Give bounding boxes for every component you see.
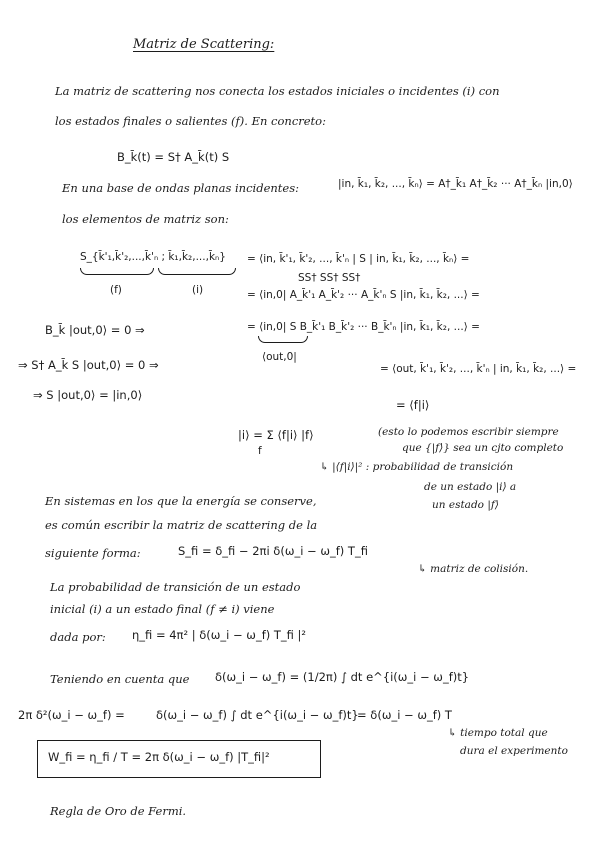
matrix-rhs-4: = ⟨out, k̄'₁, k̄'₂, ..., k̄'ₙ | in, k̄₁, k̄₂, ...⟩ =: [380, 363, 577, 375]
matrix-rhs-3: = ⟨in,0| S B_k̄'₁ B_k̄'₂ ··· B_k̄'ₙ |in, k̄₁, k̄₂, ...⟩ =: [247, 321, 480, 333]
matrix-rhs-2: = ⟨in,0| A_k̄'₁ A_k̄'₂ ··· A_k̄'ₙ S |in, k̄₁, k̄₂, ...⟩ =: [247, 289, 480, 301]
completeness-equation: |i⟩ = Σ ⟨f|i⟩ |f⟩: [238, 428, 314, 442]
matrix-superscripts: SS† SS† SS†: [298, 272, 361, 284]
intro-line-2: los estados finales o salientes (f). En concreto:: [55, 114, 326, 128]
elements-label: los elementos de matriz son:: [62, 212, 229, 226]
total-time-note-1: ↳ tiempo total que: [448, 727, 548, 739]
heisenberg-equation: B_k̄(t) = S† A_k̄(t) S: [117, 150, 230, 164]
completeness-note-3: ↳ |⟨f|i⟩|² : probabilidad de transición: [320, 461, 514, 473]
completeness-note-4: de un estado |i⟩ a: [424, 481, 517, 493]
energy-line-1: En sistemas en los que la energía se conserve,: [45, 494, 317, 508]
fermi-rule-formula: W_fi = η_fi / T = 2π δ(ω_i − ω_f) |T_fi|²: [48, 750, 270, 764]
page-title: Matriz de Scattering:: [133, 37, 275, 52]
probability-formula: η_fi = 4π² | δ(ω_i − ω_f) T_fi |²: [132, 628, 307, 642]
prob-line-2: inicial (i) a un estado final (f ≠ i) viene: [50, 602, 275, 616]
fermi-rule-name: Regla de Oro de Fermi.: [50, 804, 187, 818]
basis-text: En una base de ondas planas incidentes:: [62, 181, 299, 195]
label-initial: (i): [192, 284, 204, 296]
brace-final: [80, 268, 154, 275]
s-matrix-formula: S_fi = δ_fi − 2πi δ(ω_i − ω_f) T_fi: [178, 544, 368, 558]
energy-line-2: es común escribir la matriz de scattering de la: [45, 518, 318, 532]
matrix-lhs: S_{k̄'₁,k̄'₂,...,k̄'ₙ ; k̄₁,k̄₂,...,k̄ₙ}: [80, 251, 226, 263]
delta-formula: δ(ω_i − ω_f) = (1/2π) ∫ dt e^{i(ω_i − ω_f)t}: [215, 670, 470, 684]
total-time-note-2: dura el experimento: [460, 745, 568, 757]
completeness-note-5: un estado |f⟩: [432, 499, 499, 511]
collision-matrix-note: ↳ matriz de colisión.: [418, 563, 529, 575]
label-out: ⟨out,0|: [262, 351, 297, 363]
energy-line-3: siguiente forma:: [45, 546, 141, 560]
completeness-note-1: (esto lo podemos escribir siempre: [378, 426, 559, 438]
sum-index: f: [258, 445, 262, 457]
derivation-3: ⇒ S |out,0⟩ = |in,0⟩: [33, 388, 143, 402]
derivation-1: B_k̄ |out,0⟩ = 0 ⇒: [45, 323, 145, 337]
delta-squared-rhs: = δ(ω_i − ω_f) T: [357, 708, 452, 722]
delta-text: Teniendo en cuenta que: [50, 672, 190, 686]
brace-initial: [158, 268, 236, 275]
completeness-note-2: que {|f⟩} sea un cjto completo: [402, 442, 564, 454]
prob-line-1: La probabilidad de transición de un estado: [50, 580, 301, 594]
label-final: (f): [110, 284, 122, 296]
derivation-2: ⇒ S† A_k̄ S |out,0⟩ = 0 ⇒: [18, 358, 159, 372]
intro-line-1: La matriz de scattering nos conecta los estados iniciales o incidentes (i) con: [55, 84, 500, 98]
basis-expression: |in, k̄₁, k̄₂, ..., k̄ₙ⟩ = A†_k̄₁ A†_k̄₂ ··· A†_k̄ₙ |in,0⟩: [338, 178, 573, 190]
delta-squared-lhs: 2π δ²(ω_i − ω_f) =: [18, 708, 125, 722]
matrix-rhs-5: = ⟨f|i⟩: [396, 398, 430, 412]
delta-squared-mid: δ(ω_i − ω_f) ∫ dt e^{i(ω_i − ω_f)t}: [156, 708, 359, 722]
brace-out: [258, 336, 308, 343]
matrix-rhs-1: = ⟨in, k̄'₁, k̄'₂, ..., k̄'ₙ | S | in, k̄₁, k̄₂, ..., k̄ₙ⟩ =: [247, 253, 470, 265]
prob-line-3: dada por:: [50, 630, 106, 644]
